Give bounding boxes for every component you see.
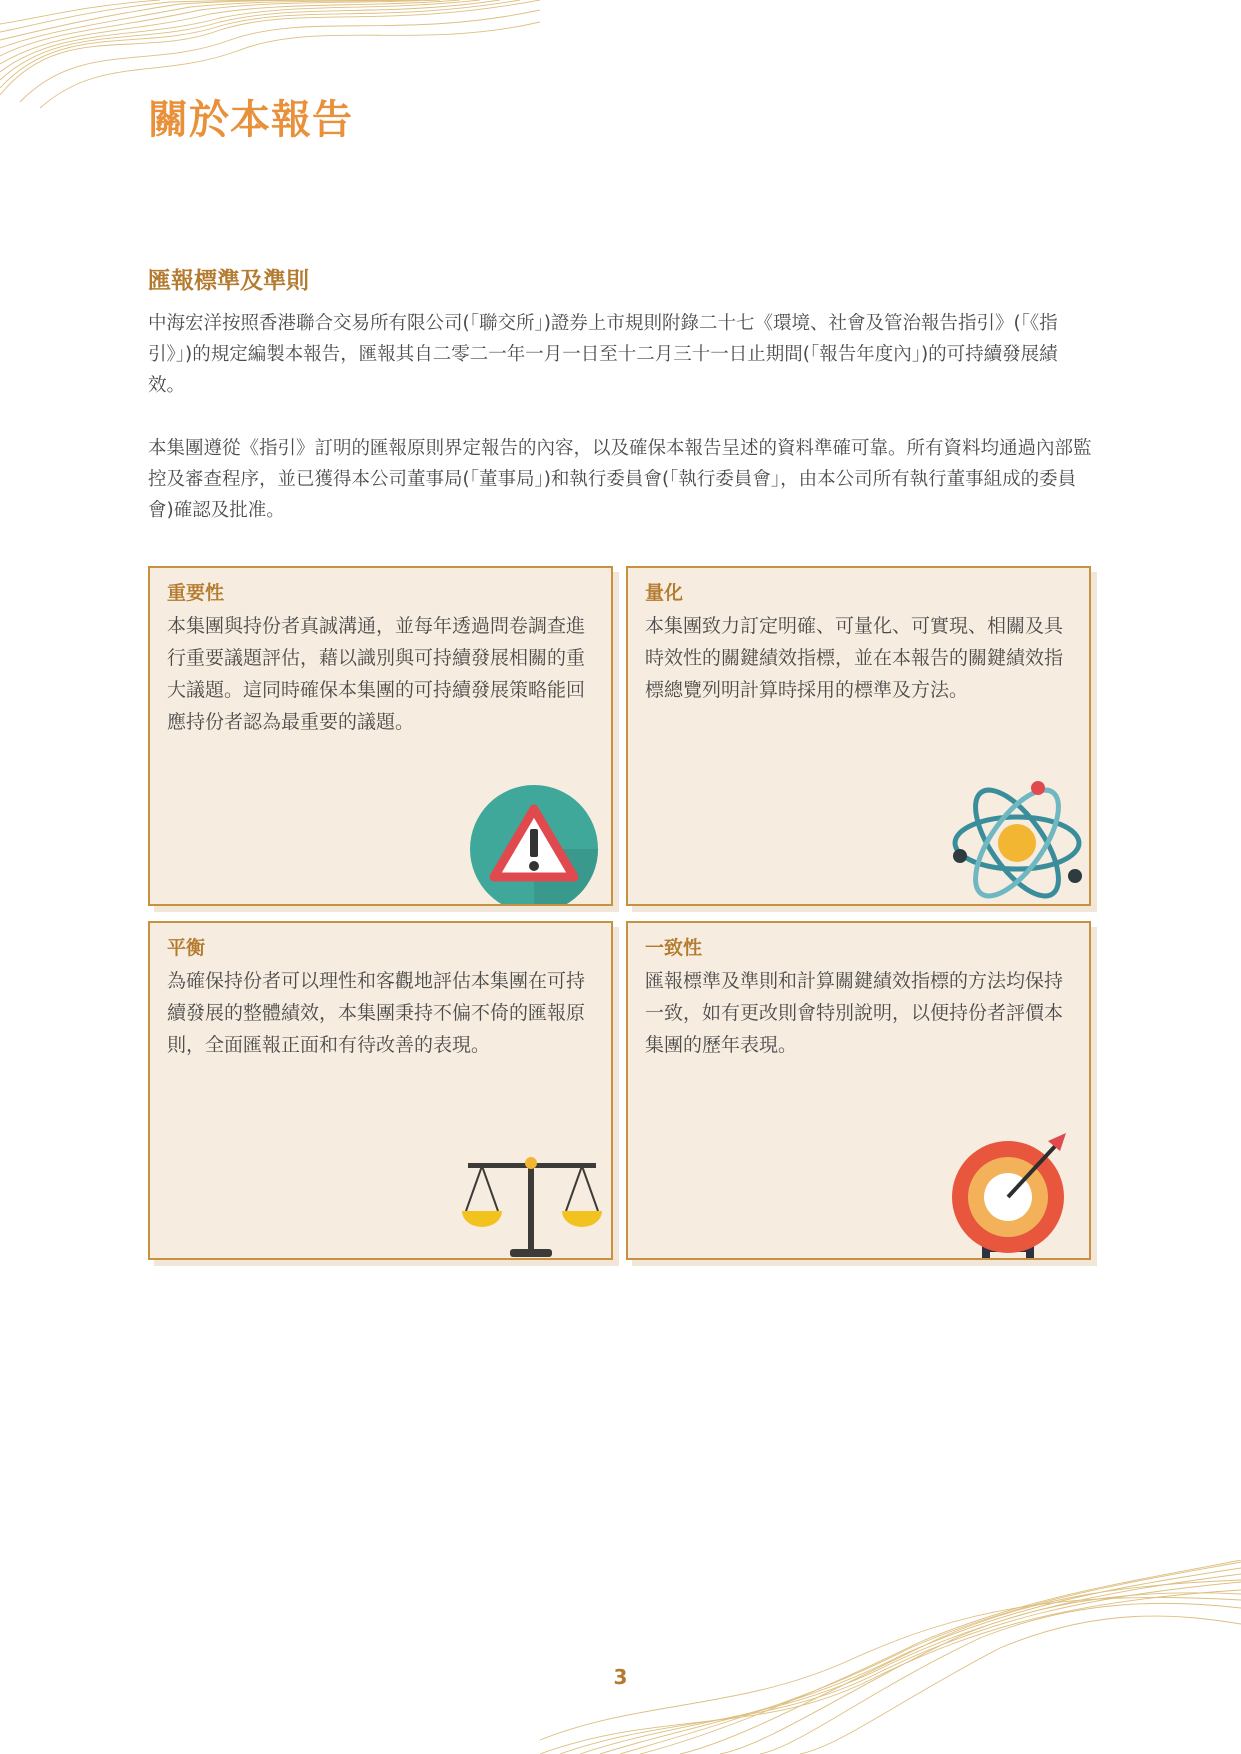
principle-card-title: 量化	[645, 582, 684, 604]
process-paragraph: 本集團遵從《指引》訂明的匯報原則界定報告的內容，以及確保本報告呈述的資料準確可靠。所有資料均通過內部監控及審查程序，並已獲得本公司董事局(「董事局」)和執行委員會(「執行委員會」，由本公司所有執行董事組成的委員會)確認及批准。	[148, 438, 1092, 521]
warning-icon	[468, 783, 600, 906]
section-title: 匯報標準及準則	[148, 268, 309, 294]
principle-card-body: 本集團與持份者真誠溝通，並每年透過問卷調查進行重要議題評估，藉以識別與可持續發展相關的重大議題。這同時確保本集團的可持續發展策略能回應持份者認為最重要的議題。	[167, 615, 586, 733]
page-number: 3	[613, 1665, 628, 1689]
principle-card-quantitative	[626, 566, 1091, 906]
page-title: 關於本報告	[148, 97, 353, 143]
principle-card-body: 本集團致力訂定明確、可量化、可實現、相關及具時效性的關鍵績效指標，並在本報告的關鍵績效指標總覽列明計算時採用的標準及方法。	[645, 615, 1064, 701]
principle-card-balance	[148, 921, 613, 1260]
principle-card-body: 為確保持份者可以理性和客觀地評估本集團在可持續發展的整體績效，本集團秉持不偏不倚的匯報原則，全面匯報正面和有待改善的表現。	[167, 970, 586, 1056]
principle-card-title: 平衡	[167, 937, 206, 959]
decorative-wave-bottom	[540, 1560, 1241, 1754]
intro-paragraph: 中海宏洋按照香港聯合交易所有限公司(「聯交所」)證券上市規則附錄二十七《環境、社會及管治報告指引》(「《指引》」)的規定編製本報告，匯報其自二零二一年一月一日至十二月三十一日止期間(「報告年度內」)的可持續發展績效。	[148, 313, 1058, 396]
principle-card-title: 一致性	[645, 937, 703, 959]
principle-card-title: 重要性	[167, 582, 225, 604]
balance-scale-icon	[460, 1153, 605, 1260]
principle-card-materiality	[148, 566, 613, 906]
atom-icon	[950, 778, 1085, 906]
target-icon	[948, 1133, 1078, 1260]
principle-card-body: 匯報標準及準則和計算關鍵績效指標的方法均保持一致，如有更改則會特別說明，以便持份者評價本集團的歷年表現。	[645, 970, 1064, 1056]
principle-card-consistency	[626, 921, 1091, 1260]
